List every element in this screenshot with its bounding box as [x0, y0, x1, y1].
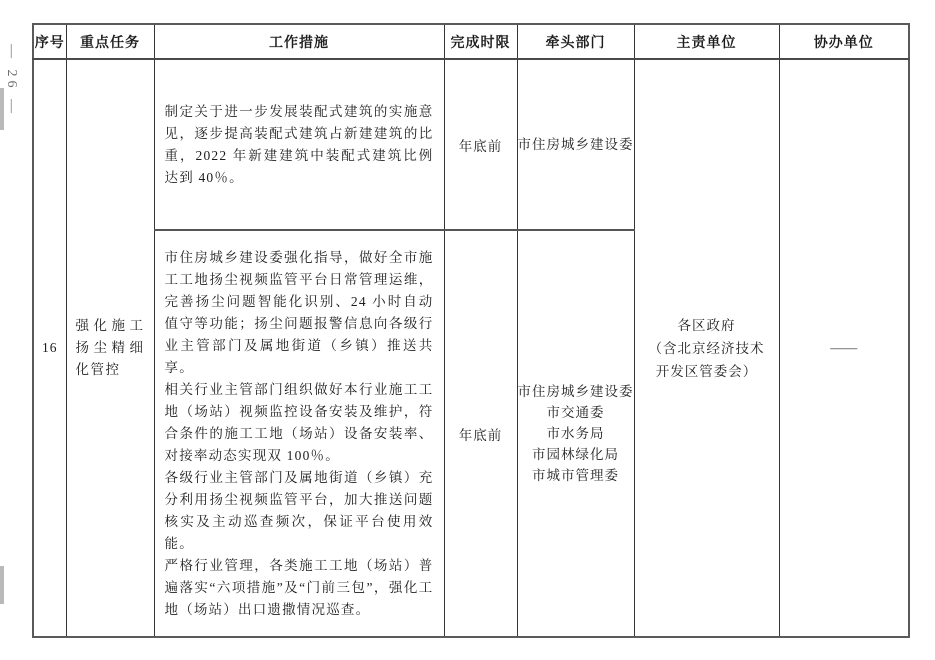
column-header-seq: 序号	[33, 24, 66, 59]
column-header-task: 重点任务	[66, 24, 154, 59]
responsible-unit-line: 开发区管委会）	[655, 363, 758, 379]
measures-cell-1	[154, 59, 444, 230]
assisting-unit-cell: ——	[779, 59, 909, 637]
page-number: — 26 —	[4, 44, 19, 117]
lead-department-cell-1	[517, 59, 634, 230]
measure-paragraph: 制定关于进一步发展装配式建筑的实施意见，逐步提高装配式建筑占新建建筑的比重，2022 年新建建筑中装配式建筑比例达到 40％。	[164, 103, 434, 185]
lead-department-line: 市城市管理委	[532, 468, 619, 483]
deadline-cell-2: 年底前	[444, 230, 517, 637]
measure-paragraph: 市住房城乡建设委强化指导，做好全市施工工地扬尘视频监管平台日常管理运维，完善扬尘问题智能化识别、24 小时自动值守等功能；扬尘问题报警信息向各级行业主管部门及属地街道（乡镇）推送共享。	[164, 249, 434, 375]
task-measures-table	[32, 23, 910, 638]
column-header-deadline: 完成时限	[444, 24, 517, 59]
header-row	[33, 24, 909, 59]
measure-paragraph: 各级行业主管部门及属地街道（乡镇）充分利用扬尘视频监管平台，加大推送问题核实及主动巡查频次，保证平台使用效能。	[164, 469, 434, 551]
lead-department-line: 市水务局	[546, 426, 605, 441]
column-header-assisting-unit: 协办单位	[779, 24, 909, 59]
lead-department-line: 市住房城乡建设委	[517, 137, 634, 152]
measures-cell-2	[154, 230, 444, 637]
responsible-unit-line: 各区政府	[677, 317, 736, 333]
seq-cell: 16	[33, 59, 66, 637]
column-header-lead-department: 牵头部门	[517, 24, 634, 59]
lead-department-line: 市交通委	[546, 405, 605, 420]
table-row-16-sub-1	[33, 59, 909, 230]
lead-department-cell-2	[517, 230, 634, 637]
scan-edge-artifact	[0, 566, 4, 604]
column-header-responsible-unit: 主责单位	[634, 24, 779, 59]
lead-department-line: 市住房城乡建设委	[517, 384, 634, 399]
column-header-measures: 工作措施	[154, 24, 444, 59]
task-cell: 强化施工扬尘精细化管控	[66, 59, 154, 637]
responsible-unit-cell	[634, 59, 779, 637]
responsible-unit-line: （含北京经济技术	[648, 340, 765, 356]
deadline-cell-1: 年底前	[444, 59, 517, 230]
lead-department-line: 市园林绿化局	[532, 447, 619, 462]
measure-paragraph: 严格行业管理，各类施工工地（场站）普遍落实“六项措施”及“门前三包”，强化工地（场站）出口遗撒情况巡查。	[164, 557, 434, 617]
measure-paragraph: 相关行业主管部门组织做好本行业施工工地（场站）视频监控设备安装及维护，符合条件的施工工地（场站）设备安装率、对接率动态实现双 100％。	[164, 381, 434, 463]
